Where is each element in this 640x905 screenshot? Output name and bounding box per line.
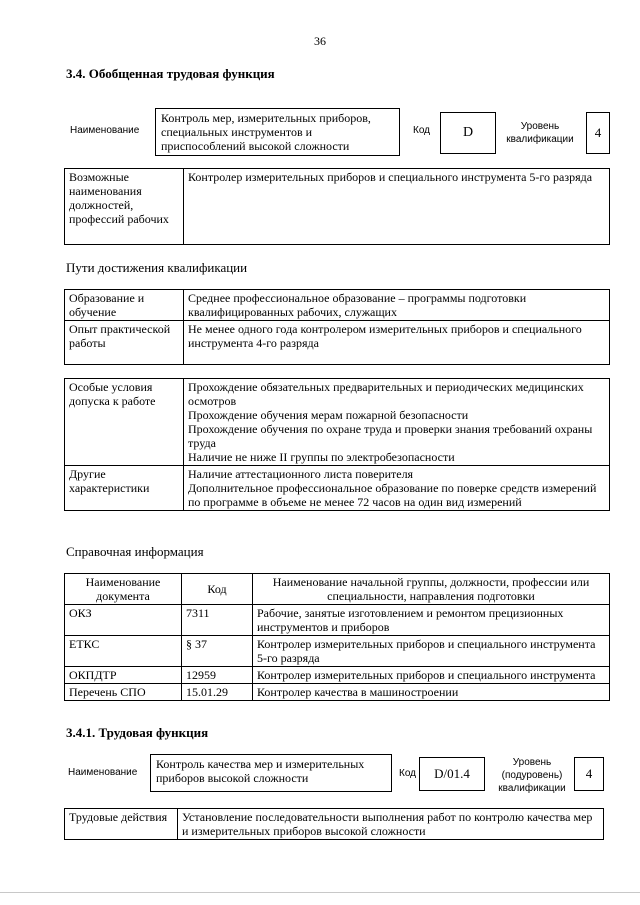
reference-heading: Справочная информация bbox=[66, 544, 204, 559]
education-label: Образование и обучение bbox=[65, 290, 184, 321]
function-name-value: Контроль мер, измерительных приборов, специальных инструментов и приспособлений высокой сложности bbox=[161, 111, 371, 153]
function-code-label: Код bbox=[399, 768, 417, 779]
other-row bbox=[65, 466, 610, 511]
reference-code: 15.01.29 bbox=[182, 684, 253, 701]
function-level-box bbox=[574, 757, 604, 791]
conditions-row bbox=[65, 379, 610, 466]
reference-code: § 37 bbox=[182, 636, 253, 667]
reference-row bbox=[65, 667, 610, 684]
code-value: D bbox=[462, 125, 474, 140]
reference-doc: ЕТКС bbox=[65, 636, 182, 667]
paths-row bbox=[65, 290, 610, 321]
other-label: Другие характеристики bbox=[65, 466, 184, 511]
reference-row bbox=[65, 636, 610, 667]
function-level-value: 4 bbox=[585, 766, 593, 781]
experience-value: Не менее одного года контролером измерительных приборов и специального инструмента 4-го разряда bbox=[184, 321, 610, 365]
level-value: 4 bbox=[594, 125, 602, 140]
actions-value: Установление последовательности выполнения работ по контролю качества мер и измерительных приборов высокой сложности bbox=[178, 809, 604, 840]
reference-row bbox=[65, 684, 610, 701]
reference-header-code: Код bbox=[182, 574, 253, 605]
condition-item: Прохождение обязательных предварительных и периодических медицинских осмотров bbox=[188, 380, 584, 408]
positions-label: Возможные наименования должностей, профессий рабочих bbox=[65, 169, 184, 245]
conditions-table bbox=[64, 378, 610, 511]
reference-header-doc: Наименование документа bbox=[65, 574, 182, 605]
paths-heading: Пути достижения квалификации bbox=[66, 260, 248, 275]
experience-label: Опыт практической работы bbox=[65, 321, 184, 365]
function-code-value: D/01.4 bbox=[434, 766, 470, 781]
level-box bbox=[586, 112, 610, 154]
section-title: 3.4. Обобщенная трудовая функция bbox=[66, 66, 275, 81]
code-label: Код bbox=[413, 125, 431, 136]
labor-function-name-box bbox=[150, 754, 392, 792]
condition-item: Прохождение обучения мерам пожарной безопасности bbox=[188, 408, 469, 422]
reference-header-name: Наименование начальной группы, должности, профессии или специальности, направления подготовки bbox=[253, 574, 610, 605]
reference-name: Рабочие, занятые изготовлением и ремонтом прецизионных инструментов и приборов bbox=[253, 605, 610, 636]
conditions-label: Особые условия допуска к работе bbox=[65, 379, 184, 466]
education-value: Среднее профессиональное образование – программы подготовки квалифицированных рабочих, служащих bbox=[184, 290, 610, 321]
reference-code: 7311 bbox=[182, 605, 253, 636]
reference-doc: ОКЗ bbox=[65, 605, 182, 636]
function-code-box bbox=[419, 757, 485, 791]
page-number: 36 bbox=[314, 34, 326, 48]
paths-row bbox=[65, 321, 610, 365]
reference-table bbox=[64, 573, 610, 701]
condition-item: Наличие не ниже II группы по электробезопасности bbox=[188, 450, 455, 464]
conditions-value bbox=[184, 379, 610, 466]
reference-doc: Перечень СПО bbox=[65, 684, 182, 701]
function-title: 3.4.1. Трудовая функция bbox=[66, 725, 209, 740]
reference-doc: ОКПДТР bbox=[65, 667, 182, 684]
function-level-label: Уровень (подуровень) квалификации bbox=[498, 757, 566, 794]
reference-header-row bbox=[65, 574, 610, 605]
condition-item: Прохождение обучения по охране труда и проверки знания требований охраны труда bbox=[188, 422, 593, 450]
function-name-label: Наименование bbox=[68, 767, 138, 778]
code-box bbox=[440, 112, 496, 154]
actions-label: Трудовые действия bbox=[65, 809, 178, 840]
level-label: Уровень квалификации bbox=[506, 121, 574, 145]
other-item: Дополнительное профессиональное образование по поверке средств измерений по программе в объеме не менее 72 часов на один вид измерений bbox=[188, 481, 597, 509]
name-label: Наименование bbox=[70, 125, 140, 136]
scan-edge-line bbox=[0, 892, 640, 893]
reference-name: Контролер измерительных приборов и специального инструмента 5-го разряда bbox=[253, 636, 610, 667]
paths-table bbox=[64, 289, 610, 365]
reference-name: Контролер измерительных приборов и специального инструмента bbox=[253, 667, 610, 684]
positions-table bbox=[64, 168, 610, 245]
reference-code: 12959 bbox=[182, 667, 253, 684]
reference-row bbox=[65, 605, 610, 636]
other-value bbox=[184, 466, 610, 511]
labor-function-name-value: Контроль качества мер и измерительных приборов высокой сложности bbox=[156, 757, 365, 785]
function-name-box bbox=[155, 108, 400, 156]
actions-table bbox=[64, 808, 604, 840]
positions-value: Контролер измерительных приборов и специального инструмента 5-го разряда bbox=[184, 169, 610, 245]
other-item: Наличие аттестационного листа поверителя bbox=[188, 467, 414, 481]
reference-name: Контролер качества в машиностроении bbox=[253, 684, 610, 701]
